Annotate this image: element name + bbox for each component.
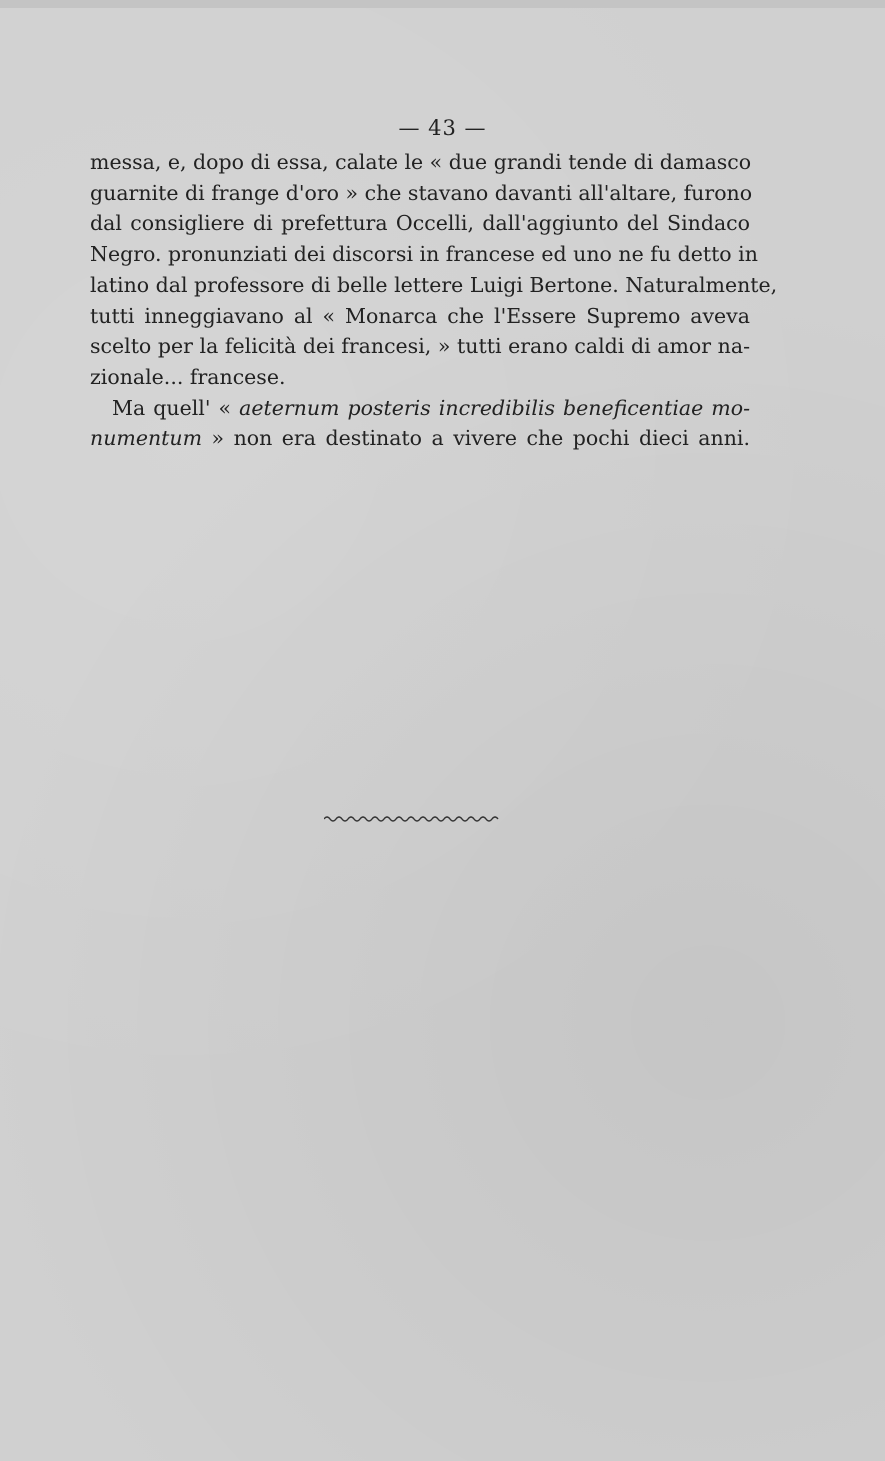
text-segment: » non era destinato a vivere che pochi dieci anni. [202,426,750,451]
latin-quote: numentum [90,426,203,451]
text-line: guarnite di frange d'oro » che stavano davanti all'altare, furono [90,180,753,205]
text-line: tutti inneggiavano al « Monarca che l'Essere Supremo aveva [90,303,750,328]
page-number: — 43 — [398,116,487,140]
text-line [90,423,750,454]
text-line: Negro. pronunziati dei discorsi in francese ed uno ne fu detto in [90,242,758,267]
text-line [90,393,750,424]
text-line: messa, e, dopo di essa, calate le « due grandi tende di damasco [90,150,752,174]
text-line: dal consigliere di prefettura Occelli, dall'aggiunto del Sindaco [90,211,750,236]
wavy-divider-ornament [324,812,502,826]
text-line: scelto per la felicità dei francesi, » tutti erano caldi di amor na- [90,334,750,359]
body-text [90,147,778,454]
latin-quote: aeternum posteris incredibilis beneficentiae mo- [239,395,750,420]
text-line: latino dal professore di belle lettere Luigi Bertone. Naturalmente, [90,272,778,297]
page-top-edge [0,0,885,8]
text-line: zionale... francese. [90,364,286,389]
text-segment: Ma quell' « [112,395,240,420]
